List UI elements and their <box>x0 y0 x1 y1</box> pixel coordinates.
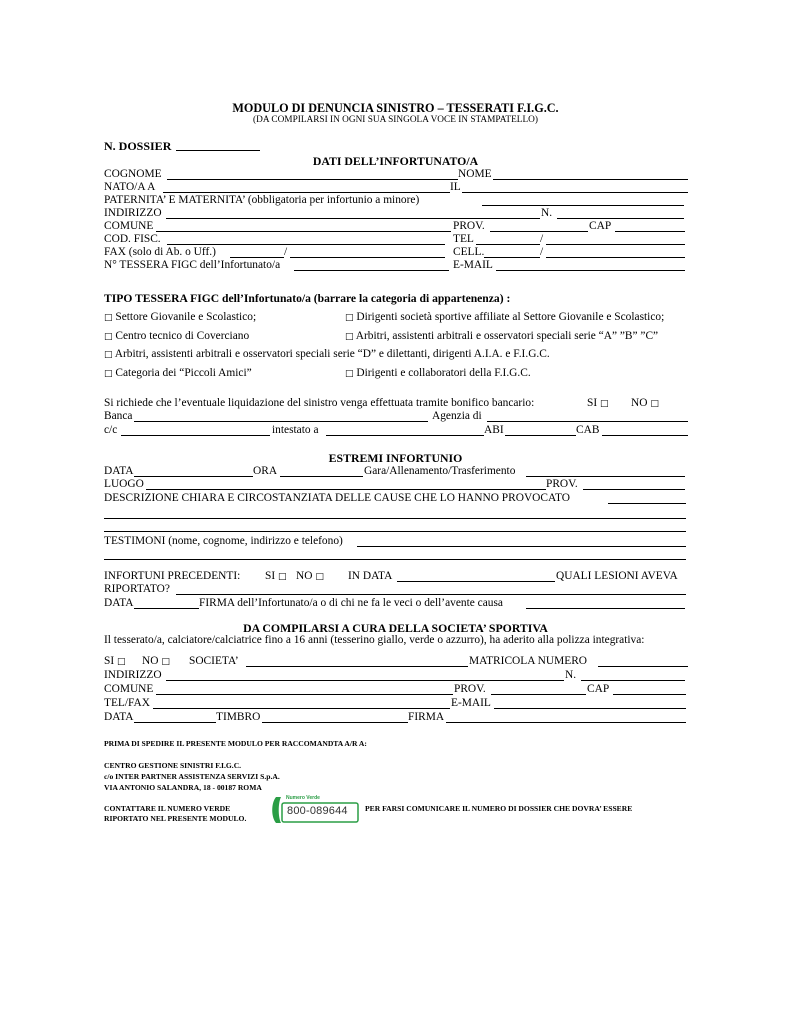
section-title-societa: DA COMPILARSI A CURA DELLA SOCIETA’ SPORTIVA <box>243 621 548 635</box>
soc-cap-label: CAP <box>587 683 610 695</box>
soc-email-label: E-MAIL <box>451 697 491 709</box>
dossier-field[interactable] <box>176 150 260 151</box>
luogo-field[interactable] <box>146 489 546 490</box>
option-label: Arbitri, assistenti arbitrali e osservatori speciali serie “D” e dilettanti, dirigenti A.I.A. e F.I.G.C. <box>114 348 550 360</box>
agenzia-field[interactable] <box>487 421 688 422</box>
checkbox-icon[interactable]: □ <box>345 332 354 342</box>
fax-prefix-field[interactable] <box>230 257 284 258</box>
indata-field[interactable] <box>397 581 555 582</box>
email-label: E-MAIL <box>453 259 493 271</box>
abi-label: ABI <box>484 424 504 436</box>
spedire-instruction: PRIMA DI SPEDIRE IL PRESENTE MODULO PER RACCOMANDTA A/R A: <box>104 739 367 748</box>
riportato-label: RIPORTATO? <box>104 583 170 595</box>
option-label: Settore Giovanile e Scolastico; <box>115 311 257 323</box>
section-title-infortunato: DATI DELL’INFORTUNATO/A <box>312 154 479 168</box>
cell-label: CELL. <box>453 246 485 258</box>
checkbox-icon[interactable]: □ <box>104 313 113 323</box>
tel-slash: / <box>540 233 544 245</box>
firma-infortunato-field[interactable] <box>526 608 685 609</box>
numero-verde-logo <box>270 795 360 825</box>
bonifico-si[interactable] <box>587 397 609 411</box>
no-label: NO <box>631 397 648 409</box>
lesioni-label: QUALI LESIONI AVEVA <box>556 570 678 582</box>
data-firma-field[interactable] <box>134 608 199 609</box>
prov-label: PROV. <box>453 220 485 232</box>
form-subtitle: (DA COMPILARSI IN OGNI SUA SINGOLA VOCE IN STAMPATELLO) <box>253 115 538 125</box>
nato-label: NATO/A A <box>104 181 156 193</box>
prov-field[interactable] <box>583 489 685 490</box>
cc-label: c/c <box>104 424 118 436</box>
comune-field[interactable] <box>156 231 451 232</box>
soc-telfax-label: TEL/FAX <box>104 697 150 709</box>
option-label: Dirigenti e collaboratori della F.I.G.C. <box>356 367 531 379</box>
soc-firma-field[interactable] <box>446 722 686 723</box>
per-farsi-comunicare: PER FARSI COMUNICARE IL NUMERO DI DOSSIER CHE DOVRA’ ESSERE <box>365 804 633 813</box>
descrizione-label: DESCRIZIONE CHIARA E CIRCOSTANZIATA DELLE CAUSE CHE LO HANNO PROVOCATO <box>104 492 570 504</box>
si-label: SI <box>265 570 276 582</box>
tel-label: TEL <box>453 233 474 245</box>
checkbox-icon[interactable]: □ <box>104 350 113 360</box>
soc-firma-label: FIRMA <box>408 711 445 723</box>
soc-timbro-label: TIMBRO <box>216 711 261 723</box>
soc-prov-field[interactable] <box>491 694 586 695</box>
descrizione-field[interactable] <box>608 503 686 504</box>
contattare-line-2: RIPORTATO NEL PRESENTE MODULO. <box>104 814 247 823</box>
intestato-field[interactable] <box>326 435 484 436</box>
nome-field[interactable] <box>493 179 688 180</box>
option-settore-giovanile[interactable] <box>104 311 256 325</box>
email-field[interactable] <box>496 270 685 271</box>
cognome-field[interactable] <box>167 179 458 180</box>
soc-data-label: DATA <box>104 711 134 723</box>
descrizione-line[interactable] <box>104 518 686 519</box>
si-label: SI <box>104 655 115 667</box>
firma-infortunato-label: FIRMA dell’Infortunato/a o di chi ne fa le veci o dell’avente causa <box>199 597 503 609</box>
soc-indirizzo-label: INDIRIZZO <box>104 669 162 681</box>
comune-label: COMUNE <box>104 220 154 232</box>
polizza-intro: Il tesserato/a, calciatore/calciatrice fino a 16 anni (tesserino giallo, verde o azzurro), ha aderito alla polizza integrativa: <box>104 634 645 646</box>
banca-field[interactable] <box>134 421 428 422</box>
option-label: Arbitri, assistenti arbitrali e osservatori speciali serie “A” ”B” ”C” <box>355 330 659 342</box>
precedenti-label: INFORTUNI PRECEDENTI: <box>104 570 241 582</box>
soc-cap-field[interactable] <box>613 694 686 695</box>
tel-prefix-field[interactable] <box>476 244 540 245</box>
soc-comune-field[interactable] <box>156 694 453 695</box>
n-label: N. <box>541 207 553 219</box>
cognome-label: COGNOME <box>104 168 162 180</box>
agenzia-label: Agenzia di <box>432 410 482 422</box>
gara-label: Gara/Allenamento/Trasferimento <box>364 465 516 477</box>
option-label: Categoria dei “Piccoli Amici” <box>115 367 252 379</box>
dossier-label: N. DOSSIER <box>104 139 172 153</box>
bonifico-no[interactable] <box>631 397 659 411</box>
tessera-field[interactable] <box>294 270 449 271</box>
prov-field[interactable] <box>490 231 588 232</box>
section-title-estremi: ESTREMI INFORTUNIO <box>328 451 463 465</box>
indata-label: IN DATA <box>348 570 393 582</box>
contattare-line-1: CONTATTARE IL NUMERO VERDE <box>104 804 231 813</box>
cell-number-field[interactable] <box>546 257 685 258</box>
il-field[interactable] <box>462 192 688 193</box>
matricola-field[interactable] <box>598 666 688 667</box>
cell-prefix-field[interactable] <box>484 257 540 258</box>
tessera-label: N° TESSERA FIGC dell’Infortunato/a <box>104 259 281 271</box>
prov-label: PROV. <box>546 478 578 490</box>
soc-comune-label: COMUNE <box>104 683 154 695</box>
paternita-field[interactable] <box>482 205 684 206</box>
si-label: SI <box>587 397 598 409</box>
precedenti-no[interactable] <box>296 570 324 584</box>
il-label: IL <box>450 181 461 193</box>
polizza-no[interactable] <box>142 655 170 669</box>
address-line-3: VIA ANTONIO SALANDRA, 18 - 00187 ROMA <box>104 783 262 792</box>
bonifico-question: Si richiede che l’eventuale liquidazione del sinistro venga effettuata tramite bonifico bancario: <box>104 397 535 409</box>
tipo-tessera-title: TIPO TESSERA FIGC dell’Infortunato/a (barrare la categoria di appartenenza) : <box>104 292 511 305</box>
fax-slash: / <box>284 246 288 258</box>
riportato-field[interactable] <box>176 594 686 595</box>
cab-field[interactable] <box>602 435 688 436</box>
cc-field[interactable] <box>121 435 270 436</box>
numero-verde-caption: Numero Verde <box>286 795 320 801</box>
indirizzo-field[interactable] <box>166 218 540 219</box>
soc-timbro-field[interactable] <box>262 722 408 723</box>
codfisc-field[interactable] <box>167 244 445 245</box>
banca-label: Banca <box>104 410 133 422</box>
address-line-1: CENTRO GESTIONE SINISTRI F.I.G.C. <box>104 761 242 770</box>
gara-field[interactable] <box>526 476 685 477</box>
checkbox-icon[interactable]: □ <box>315 572 324 582</box>
numero-civico-field[interactable] <box>557 218 684 219</box>
polizza-si[interactable] <box>104 655 126 669</box>
option-dirigenti-figc[interactable] <box>345 367 531 381</box>
tel-number-field[interactable] <box>546 244 685 245</box>
luogo-label: LUOGO <box>104 478 144 490</box>
soc-n-label: N. <box>565 669 577 681</box>
checkbox-icon[interactable]: □ <box>345 369 354 379</box>
numero-verde-number: 800-089644 <box>287 805 348 817</box>
testimoni-line[interactable] <box>104 559 686 560</box>
option-arbitri-d[interactable] <box>104 348 550 362</box>
option-label: Dirigenti società sportive affiliate al Settore Giovanile e Scolastico; <box>356 311 665 323</box>
abi-field[interactable] <box>505 435 576 436</box>
ora-field[interactable] <box>280 476 363 477</box>
soc-data-field[interactable] <box>134 722 216 723</box>
precedenti-si[interactable] <box>265 570 287 584</box>
checkbox-icon[interactable]: □ <box>161 657 170 667</box>
no-label: NO <box>296 570 313 582</box>
checkbox-icon[interactable]: □ <box>104 369 113 379</box>
data-label: DATA <box>104 465 134 477</box>
indirizzo-label: INDIRIZZO <box>104 207 162 219</box>
address-line-2: c/o INTER PARTNER ASSISTENZA SERVIZI S.p.A. <box>104 772 280 781</box>
cap-label: CAP <box>589 220 612 232</box>
data-firma-label: DATA <box>104 597 134 609</box>
form-title: MODULO DI DENUNCIA SINISTRO – TESSERATI F.I.G.C. <box>232 101 559 115</box>
fax-label: FAX (solo di Ab. o Uff.) <box>104 246 216 258</box>
soc-prov-label: PROV. <box>454 683 486 695</box>
cap-field[interactable] <box>615 231 685 232</box>
soc-telfax-field[interactable] <box>153 708 450 709</box>
societa-field[interactable] <box>246 666 468 667</box>
testimoni-field[interactable] <box>357 546 686 547</box>
option-dirigenti-societa[interactable] <box>345 311 664 325</box>
option-label: Centro tecnico di Coverciano <box>115 330 250 342</box>
checkbox-icon[interactable]: □ <box>104 332 113 342</box>
soc-indirizzo-field[interactable] <box>166 680 564 681</box>
testimoni-label: TESTIMONI (nome, cognome, indirizzo e telefono) <box>104 535 343 547</box>
no-label: NO <box>142 655 159 667</box>
ora-label: ORA <box>253 465 278 477</box>
checkbox-icon[interactable]: □ <box>117 657 126 667</box>
nato-field[interactable] <box>163 192 450 193</box>
fax-number-field[interactable] <box>290 257 445 258</box>
option-arbitri-abc[interactable] <box>345 330 658 344</box>
codfisc-label: COD. FISC. <box>104 233 161 245</box>
checkbox-icon[interactable]: □ <box>650 399 659 409</box>
soc-numero-field[interactable] <box>581 680 685 681</box>
option-piccoli-amici[interactable] <box>104 367 252 381</box>
checkbox-icon[interactable]: □ <box>278 572 287 582</box>
data-infortunio-field[interactable] <box>134 476 253 477</box>
matricola-label: MATRICOLA NUMERO <box>469 655 588 667</box>
soc-email-field[interactable] <box>494 708 686 709</box>
intestato-label: intestato a <box>272 424 319 436</box>
checkbox-icon[interactable]: □ <box>345 313 354 323</box>
option-coverciano[interactable] <box>104 330 249 344</box>
nome-label: NOME <box>458 168 492 180</box>
checkbox-icon[interactable]: □ <box>600 399 609 409</box>
descrizione-line[interactable] <box>104 531 686 532</box>
societa-label: SOCIETA’ <box>189 655 239 667</box>
paternita-label: PATERNITA’ E MATERNITA’ (obbligatoria per infortunio a minore) <box>104 194 420 206</box>
cell-slash: / <box>540 246 544 258</box>
cab-label: CAB <box>576 424 600 436</box>
